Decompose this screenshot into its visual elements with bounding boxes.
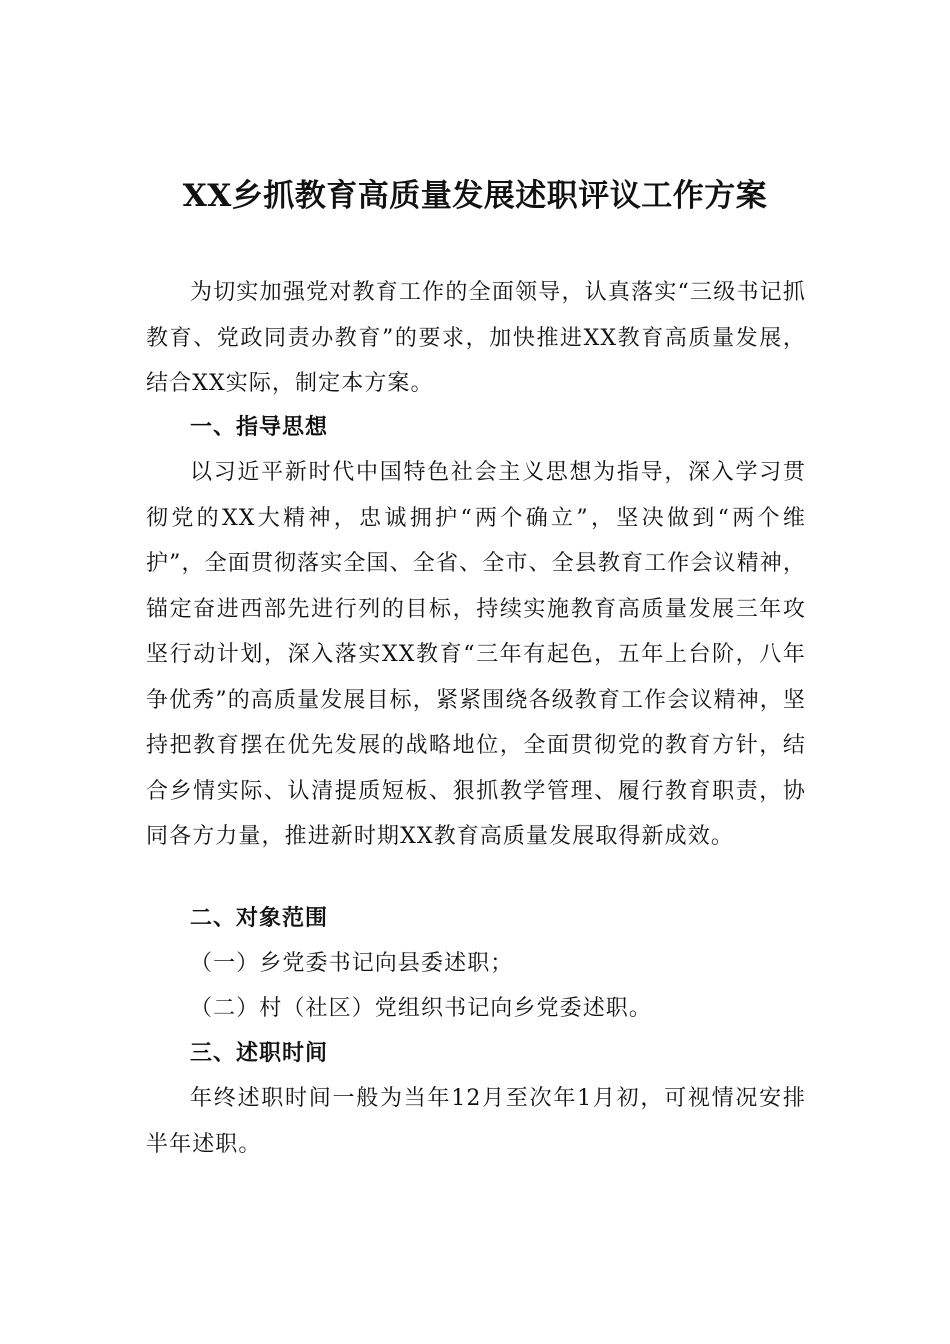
guiding-ideology-paragraph: 以习近平新时代中国特色社会主义思想为指导，深入学习贯彻党的XX大精神，忠诚拥护“两个确立”，坚决做到“两个维护”，全面贯彻落实全国、全省、全市、全县教育工作会议精神，锚定奋进西部先进行列的目标，持续实施教育高质量发展三年攻坚行动计划，深入落实XX教育“三年有起色，五年上台阶，八年争优秀”的高质量发展目标，紧紧围绕各级教育工作会议精神，坚持把教育摆在优先发展的战略地位，全面贯彻党的教育方针，结合乡情实际、认清提质短板、狠抓教学管理、履行教育职责，协同各方力量，推进新时期XX教育高质量发展取得新成效。 <box>146 460 806 849</box>
section-heading-scope: 二、对象范围 <box>190 906 329 931</box>
section-heading-guiding-ideology: 一、指导思想 <box>190 415 329 440</box>
reporting-time-paragraph: 年终述职时间一般为当年12月至次年1月初，可视情况安排半年述职。 <box>146 1086 806 1157</box>
intro-paragraph: 为切实加强党对教育工作的全面领导，认真落实“三级书记抓教育、党政同责办教育”的要求，加快推进XX教育高质量发展，结合XX实际，制定本方案。 <box>146 280 806 396</box>
section-heading-reporting-time: 三、述职时间 <box>190 1041 329 1066</box>
scope-item-1: （一）乡党委书记向县委述职； <box>190 951 514 976</box>
document-title: XX乡抓教育高质量发展述职评议工作方案 <box>182 178 768 214</box>
scope-item-2: （二）村（社区）党组织书记向乡党委述职。 <box>190 996 653 1021</box>
